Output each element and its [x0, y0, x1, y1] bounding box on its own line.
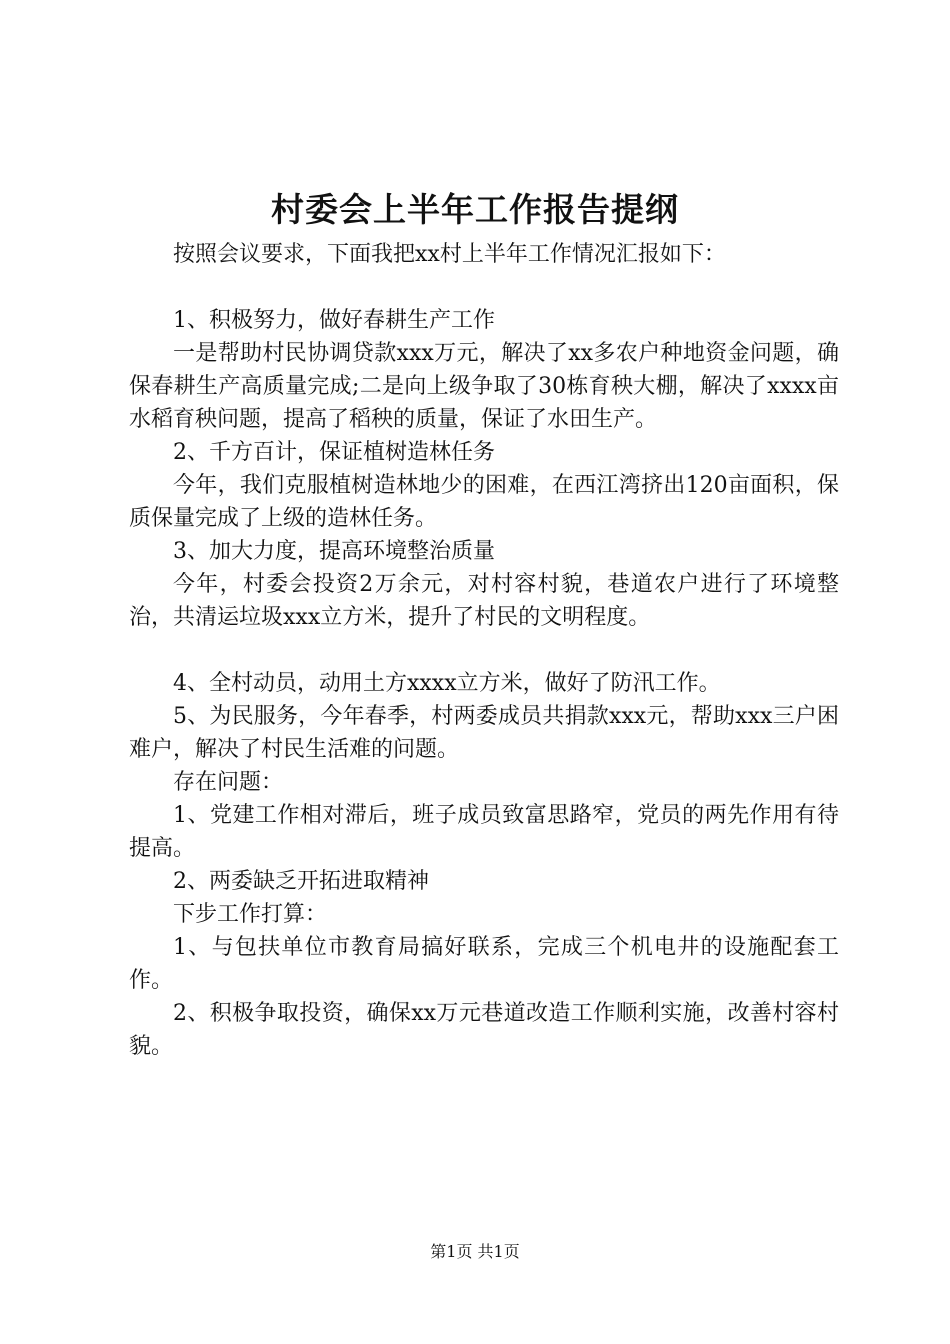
- document-body: [129, 238, 839, 1063]
- problem-item-1: 1、党建工作相对滞后，班子成员致富思路窄，党员的两先作用有待提高。: [129, 803, 839, 861]
- section-heading-2: 2、千方百计，保证植树造林任务: [173, 440, 495, 465]
- section-item-4: 4、全村动员，动用土方xxxx立方米，做好了防汛工作。: [173, 671, 721, 696]
- problems-heading: 存在问题：: [173, 770, 284, 795]
- section-item-5: 5、为民服务，今年春季，村两委成员共捐款xxx元，帮助xxx三户困难户，解决了村民生活难的问题。: [129, 704, 839, 762]
- section-heading-1: 1、积极努力，做好春耕生产工作: [173, 308, 495, 333]
- section-paragraph-2: 今年，我们克服植树造林地少的困难，在西江湾挤出120亩面积，保质保量完成了上级的造林任务。: [129, 473, 839, 531]
- page-footer: 第1页 共1页: [430, 1242, 520, 1261]
- section-paragraph-1: 一是帮助村民协调贷款xxx万元，解决了xx多农户种地资金问题，确保春耕生产高质量完成;二是向上级争取了30栋育秧大棚，解决了xxxx亩水稻育秧问题，提高了稻秧的质量，保证了水田生产。: [129, 341, 839, 432]
- document-title: 村委会上半年工作报告提纲: [271, 190, 679, 229]
- intro-paragraph: 按照会议要求，下面我把xx村上半年工作情况汇报如下：: [173, 242, 726, 267]
- section-heading-3: 3、加大力度，提高环境整治质量: [173, 539, 495, 564]
- plan-item-1: 1、与包扶单位市教育局搞好联系，完成三个机电井的设施配套工作。: [129, 935, 839, 993]
- problem-item-2: 2、两委缺乏开拓进取精神: [173, 869, 429, 894]
- plan-item-2: 2、积极争取投资，确保xx万元巷道改造工作顺利实施，改善村容村貌。: [129, 1001, 839, 1059]
- plans-heading: 下步工作打算：: [173, 902, 328, 927]
- section-paragraph-3: 今年，村委会投资2万余元，对村容村貌，巷道农户进行了环境整治，共清运垃圾xxx立方米，提升了村民的文明程度。: [129, 572, 839, 630]
